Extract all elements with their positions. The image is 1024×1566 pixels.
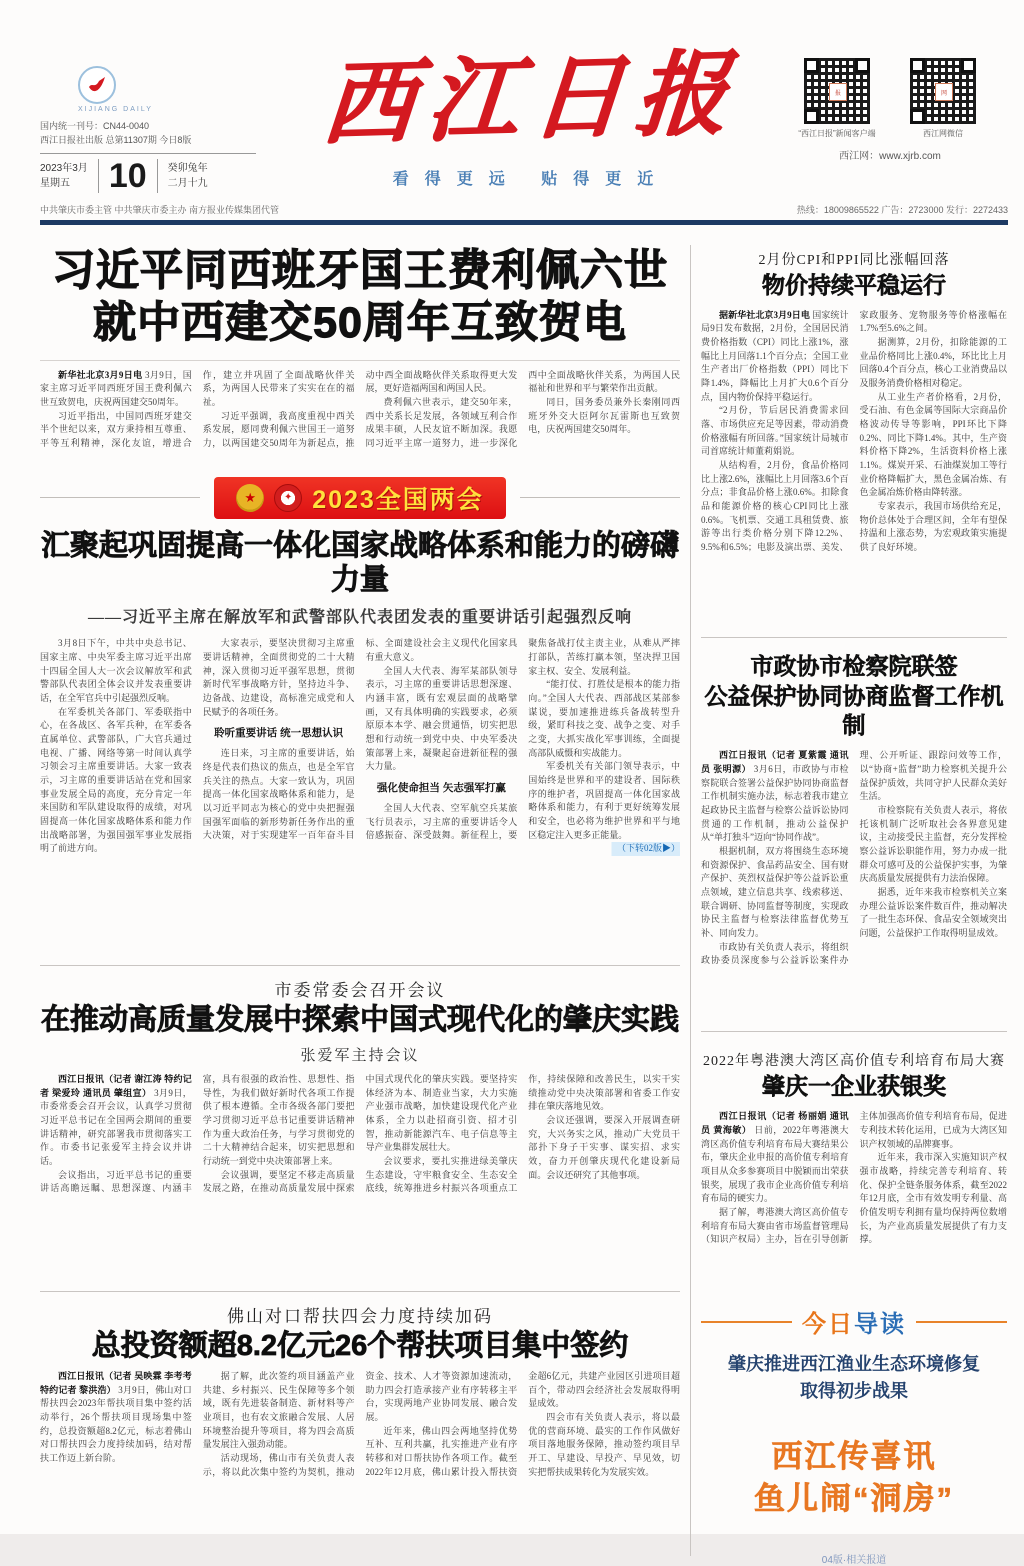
body-paragraph: 从结构看，2月份，食品价格同比上涨2.6%，涨幅比上月回落3.6个百分点；非食品价格上涨0.6%。扣除食品和能源价格的核心CPI同比上涨0.6%。飞机票、交通工具租赁费、旅游等出行类价格分别下降12.2%、9.5%和6.5%；电影及演出票、美发、家政服务、宠物服务等价格涨幅在1.7%至5.6%之间。 <box>701 309 1007 553</box>
date-block <box>40 153 256 193</box>
body-paragraph: 活动现场，佛山市有关负责人表示，将以此次集中签约为契机，推动资金、技术、人才等资源加速流动，助力四会打造承接产业有序转移主平台，实现两地产业协同发展、融合发展。 <box>202 1370 518 1477</box>
date-year-month: 2023年3月 <box>40 162 88 174</box>
body-paragraph: 近年来，佛山四会两地坚持优势互补、互利共赢，扎实推进产业有序转移和对口帮扶协作各项工作。截至2022年12月底，佛山累计投入帮扶资金超6亿元，共建产业园区引进项目超百个，带动四会经济社会发展取得明显成效。 <box>365 1370 680 1477</box>
body-paragraph: 全国人大代表、空军航空兵某旅飞行员表示，习主席的重要讲话令人倍感振奋、深受鼓舞。新征程上，要聚焦备战打仗主责主业，从难从严摔打部队，苦练打赢本领，坚决捍卫国家主权、安全、发展利益。 <box>365 638 680 841</box>
article-shiwei <box>40 976 680 1281</box>
continue-on-page-link[interactable]: （下转02版▶） <box>528 842 680 856</box>
article-top-story <box>40 245 680 465</box>
body-paragraph: 同日，国务委员兼外长秦刚同西班牙外交大臣阿尔瓦雷斯也互致贺电，庆祝两国建交50周年。 <box>528 397 680 435</box>
body-paragraph: 会议指出，习近平总书记的重要讲话高瞻远瞩、思想深邃、内涵丰富，具有很强的政治性、思想性、指导性，为我们做好新时代各项工作提供了根本遵循。全市各级各部门要把学习贯彻习近平总书记重要讲话精神作为重大政治任务，与学习贯彻党的二十大精神结合起来，切实把思想和行动统一到党中央决策部署上来。 <box>40 1074 355 1194</box>
foshan-headline: 总投资额超8.2亿元26个帮扶项目集中签约 <box>91 1330 629 1363</box>
lianghui-banner <box>214 477 506 519</box>
lunar-date: 二月十九 <box>167 177 208 189</box>
body-paragraph: 从工业生产者价格看，2月份，受石油、有色金属等国际大宗商品价格波动传导等影响，PPI环比下降0.2%、同比下降1.4%。其中，生产资料价格下降2%，生活资料价格上涨1.1%。煤炭开采、石油煤炭加工等行业价格降幅扩大，黑色金属冶炼、有色金属冶炼价格由降转涨。 <box>859 391 1007 498</box>
body-paragraph: 3月8日下午，中共中央总书记、国家主席、中央军委主席习近平出席十四届全国人大一次会议解放军和武警部队代表团全体会议并发表重要讲话，在全军官兵中引起强烈反响。 <box>40 638 192 703</box>
masthead <box>40 0 1008 225</box>
publication-info-block <box>40 52 290 193</box>
brand-english-name: XIJIANG DAILY <box>78 106 153 113</box>
article-cpi <box>701 241 1007 627</box>
organizer-line: 中共肇庆市委主管 中共肇庆市委主办 南方报业传媒集团代管 <box>40 204 280 215</box>
contact-line: 热线：18009865522 广告：2723000 发行：2272433 <box>796 204 1008 215</box>
section-divider <box>40 1291 680 1292</box>
section-divider <box>701 1031 1007 1032</box>
column-subhead: 强化使命担当 矢志强军打赢 <box>376 782 506 794</box>
shiwei-headline: 在推动高质量发展中探索中国式现代化的肇庆实践 <box>40 1004 679 1037</box>
body-paragraph: 市政协有关负责人表示，将组织政协委员深度参与公益诉讼案件办理、公开听证、跟踪问效等工作，以“协商+监督”助力检察机关提升公益保护质效，共同守护人民群众美好生活。 <box>701 750 1007 966</box>
lunar-year: 癸卯兔年 <box>167 162 208 174</box>
today-guide-page-note: 04版·相关报道 <box>821 1554 887 1566</box>
masthead-contact-block <box>772 52 1008 162</box>
national-emblem-icon: ★ <box>236 484 264 512</box>
issue-number-line: 国内统一刊号：CN44-0040 <box>40 121 150 131</box>
qr-code-wechat: 网 <box>910 58 976 124</box>
body-paragraph: 全国人大代表、海军某部队领导表示，习主席的重要讲话思想深邃、内涵丰富，既有宏观层面的战略擘画，又有具体明确的实践要求，必须原原本本学、融会贯通悟，切实把思想和行动统一到党中央、中央军委决策部署上来，凝聚起奋进新征程的强大力量。 <box>365 665 518 772</box>
top-story-body <box>40 369 680 465</box>
today-guide-header <box>701 1304 1007 1339</box>
cppcc-emblem-icon: ✦ <box>274 484 302 512</box>
top-story-headline: 习近平同西班牙国王费利佩六世 就中西建交50周年互致贺电 <box>52 246 668 348</box>
zhengxie-body <box>701 749 1007 1015</box>
article-lianghui <box>40 529 680 956</box>
body-paragraph: 近年来，我市深入实施知识产权强市战略，持续完善专利培育、转化、保护全链条服务体系，截至2022年12月底，全市有效发明专利量、高价值发明专利拥有量均保持两位数增长，为产业高质量发展提供了有力支撑。 <box>859 1152 1007 1245</box>
body-paragraph: 据测算，2月份，扣除能源的工业品价格同比上涨0.4%，环比比上月回落0.4个百分点，核心工业消费品以及服务消费价格相对稳定。 <box>859 337 1007 389</box>
body-paragraph: 新华社北京3月9日电 3月9日，国家主席习近平同西班牙国王费利佩六世互致贺电，庆祝两国建交50周年。 <box>40 369 192 408</box>
body-paragraph: 根据机制，双方将围绕生态环境和资源保护、食品药品安全、国有财产保护、英烈权益保护等公益诉讼重点领域，建立信息共享、线索移送、联合调研、协同监督等制度，实现政协民主监督与检察法律监督优势互补、同向发力。 <box>701 846 849 939</box>
masthead-rule <box>40 220 1008 225</box>
body-paragraph: 习近平指出，中国同西班牙建交半个世纪以来，双方秉持相互尊重、平等互利精神，深化友谊，增进合作，建立并巩固了全面战略伙伴关系，为两国人民带来了实实在在的福祉。 <box>40 369 355 449</box>
today-guide-box <box>701 1302 1007 1566</box>
article-award <box>701 1042 1007 1292</box>
shiwei-byline: 张爱军主持会议 <box>300 1048 420 1065</box>
foshan-kicker: 佛山对口帮扶四会力度持续加码 <box>227 1307 493 1327</box>
body-paragraph: 西江日报讯（记者 谢江涛 特约记者 梁爱玲 通讯员 肇组宣） 3月9日，市委常委会召开会议，认真学习贯彻习近平总书记在全国两会期间的重要讲话精神，研究部署我市贯彻落实工作。市委书记张爱军主持会议并讲话。 <box>40 1074 192 1167</box>
body-paragraph: 据悉，近年来我市检察机关立案办理公益诉讼案件数百件，推动解决了一批生态环保、食品安全领域突出问题，公益保护工作取得明显成效。 <box>859 887 1007 939</box>
award-headline: 肇庆一企业获银奖 <box>762 1073 946 1100</box>
date-weekday: 星期五 <box>40 177 70 189</box>
today-guide-title: 今日导读 <box>802 1311 906 1339</box>
today-guide-headline[interactable]: 西江传喜讯 鱼儿闹“洞房” <box>754 1439 954 1517</box>
body-paragraph: 在军委机关各部门、军委联指中心，在各战区、各军兵种，在军委各直属单位、武警部队，广大官兵通过电视、广播、网络等第一时间认真学习领会习主席重要讲话。大家一致表示，习主席的重要讲话站在党和国家事业发展全局的高度，充分肯定一年来国防和军队建设取得的成绩，对巩固提高一体化国家战略体系和能力作出战略部署，为强国强军事业发展指明了前进方向。 <box>40 706 192 854</box>
body-paragraph: 据了解，粤港澳大湾区高价值专利培育布局大赛由省市场监督管理局（知识产权局）主办，旨在引导创新主体加强高价值专利培育布局，促进专利技术转化运用，已成为大湾区知识产权领域的品牌赛事。 <box>701 1111 1007 1245</box>
body-paragraph: “能打仗、打胜仗是根本的能力指向。”全国人大代表、西部战区某部参谋说，要加速推进练兵备战转型升级，紧盯科技之变、战争之变、对手之变，大抓实战化军事训练，全面提高部队威慑和实战能力。 <box>528 679 680 758</box>
side-column <box>701 241 1007 1566</box>
body-paragraph: 据了解，此次签约项目涵盖产业共建、乡村振兴、民生保障等多个领域，既有先进装备制造、新材料等产业项目，也有农文旅融合发展、人居环境整治提升等项目，将为四会高质量发展注入强劲动能。 <box>202 1370 355 1450</box>
main-column <box>40 241 680 1566</box>
qr-label-wechat: 西江网微信 <box>923 129 963 138</box>
cpi-kicker: 2月份CPI和PPI同比涨幅回落 <box>758 252 950 268</box>
column-subhead: 聆听重要讲话 统一思想认识 <box>214 727 344 740</box>
body-paragraph: “2月份，节后居民消费需求回落、市场供应充足等因素，带动消费价格涨幅有所回落。”国家统计局城市司首席统计师董莉娟说。 <box>701 405 849 457</box>
xijiang-daily-logo-icon <box>78 66 116 104</box>
body-paragraph: 西江日报讯（记者 吴映霖 李考考 特约记者 黎洪浩） 3月9日，佛山对口帮扶四会2023年帮扶项目集中签约活动举行，26个帮扶项目现场集中签约，总投资额超8.2亿元，标志着佛山对口帮扶四会力度持续加码，结对帮扶工作迈上新台阶。 <box>40 1370 192 1463</box>
banner-label: 2023全国两会 <box>312 485 484 514</box>
article-foshan <box>40 1302 680 1556</box>
date-day: 10 <box>98 159 158 193</box>
qr-code-news-app: 报 <box>804 58 870 124</box>
lianghui-body <box>40 637 680 955</box>
cpi-headline: 物价持续平稳运行 <box>762 271 946 298</box>
shiwei-body <box>40 1073 680 1281</box>
zhengxie-headline: 市政协市检察院联签 公益保护协同协商监督工作机制 <box>704 652 1004 739</box>
body-paragraph: 连日来，习主席的重要讲话，始终是代表们热议的焦点，也是全军官兵关注的热点。大家一致认为，巩固提高一体化国家战略体系和能力，是以习近平同志为核心的党中央把握强国强军面临的新形势新任务作出的重大决策，对于实现建军一百年奋斗目标、全面建设社会主义现代化国家具有重大意义。 <box>202 638 518 841</box>
publisher-line: 西江日报社出版 总第11307期 今日8版 <box>40 135 192 146</box>
body-paragraph: 四会市有关负责人表示，将以最优的营商环境、最实的工作作风做好项目落地服务保障，推动签约项目早开工、早建设、早投产、早见效，切实把帮扶成果转化为发展实效。 <box>528 1411 680 1477</box>
newspaper-slogan: 看得更远 贴得更近 <box>392 171 670 188</box>
body-paragraph: 市检察院有关负责人表示，将依托该机制广泛听取社会各界意见建议，主动接受民主监督，充分发挥检察公益诉讼职能作用，努力办成一批群众可感可及的公益保护实事，为肇庆高质量发展提供有力法治保障。 <box>859 805 1007 884</box>
body-paragraph: 会议还强调，要深入开展调查研究，大兴务实之风，推动广大党员干部扑下身子干实事、谋实招、求实效，奋力开创肇庆现代化建设新局面。会议还研究了其他事项。 <box>528 1115 680 1180</box>
lianghui-banner-row <box>40 477 680 519</box>
body-paragraph: 费利佩六世表示，建交50年来，西中关系长足发展，各领域互利合作成果丰硕，人民友谊不断加深。我愿同习近平主席一道努力，进一步深化西中全面战略伙伴关系，为两国人民福祉和世界和平与繁荣作出贡献。 <box>365 369 680 449</box>
body-paragraph: 会议强调，要坚定不移走高质量发展之路，在推动高质量发展中探索中国式现代化的肇庆实践。要坚持实体经济为本、制造业当家，大力实施产业强市战略，加快建设现代化产业体系，全力以赴招商引资、招才引智，推动新能源汽车、电子信息等主导产业集群发展壮大。 <box>202 1074 518 1194</box>
shiwei-kicker: 市委常委会召开会议 <box>274 981 446 1001</box>
cpi-body <box>701 309 1007 621</box>
award-kicker: 2022年粤港澳大湾区高价值专利培育布局大赛 <box>703 1054 1005 1070</box>
foshan-body <box>40 1370 680 1556</box>
body-paragraph: 习近平强调，我高度重视中西关系发展，愿同费利佩六世国王一道努力，以两国建交50周年为新起点，推动中西全面战略伙伴关系取得更大发展，更好造福两国和两国人民。 <box>202 369 518 449</box>
newspaper-title: 西江日报 <box>318 38 744 158</box>
section-divider <box>40 965 680 966</box>
lianghui-headline: 汇聚起巩固提高一体化国家战略体系和能力的磅礴力量 <box>40 529 679 597</box>
body-paragraph: 军委机关有关部门领导表示，中国始终是世界和平的建设者、国际秩序的维护者，巩固提高一体化国家战略体系和能力，有利于更好统筹发展和安全，也必将为维护世界和平与地区稳定注入更多正能量。 <box>528 761 680 840</box>
body-paragraph: 西江日报讯（记者 杨丽娟 通讯员 黄海敏） 日前，2022年粤港澳大湾区高价值专利培育布局大赛结果公布，肇庆企业申报的高价值专利培育项目从众多参赛项目中脱颖而出荣获银奖，展现了我市企业高价值专利培育布局的硬实力。 <box>701 1111 849 1204</box>
qr-label-news-app: “西江日报”新闻客户端 <box>798 129 876 138</box>
website-line: 西江网：www.xjrb.com <box>839 151 941 162</box>
body-paragraph: 专家表示，我国市场供给充足，物价总体处于合理区间，全年有望保持温和上涨态势，为宏观政策实施提供了良好环境。 <box>859 501 1007 553</box>
body-paragraph: 会议要求，要扎实推进绿美肇庆生态建设，守牢粮食安全、生态安全底线，统筹推进乡村振兴各项重点工作，持续保障和改善民生，以实干实绩推动党中央决策部署和省委工作安排在肇庆落地见效。 <box>365 1074 680 1194</box>
article-zhengxie <box>701 648 1007 1022</box>
award-body <box>701 1110 1007 1286</box>
lianghui-subtitle: ——习近平主席在解放军和武警部队代表团发表的重要讲话引起强烈反响 <box>87 609 632 627</box>
today-guide-lead: 肇庆推进西江渔业生态环境修复 取得初步战果 <box>728 1354 980 1402</box>
divider <box>40 360 680 361</box>
body-paragraph: 西江日报讯（记者 夏紫霞 通讯员 张明源） 3月6日，市政协与市检察院联合签署公益保护协同协商监督工作机制实施办法，标志着我市建立起政协民主监督与检察公益诉讼协同贯通的工作机制，推动公益保护从“单打独斗”迈向“协同作战”。 <box>701 750 849 843</box>
section-divider <box>701 637 1007 638</box>
body-paragraph: 大家表示，要坚决贯彻习主席重要讲话精神，全面贯彻党的二十大精神，深入贯彻习近平强军思想，贯彻新时代军事战略方针，坚持边斗争、边备战、边建设，高标准完成党和人民赋予的各项任务。 <box>202 638 355 717</box>
body-paragraph: 据新华社北京3月9日电 国家统计局9日发布数据，2月份，全国居民消费价格指数（CPI）同比上涨1%，涨幅比上月回落1.1个百分点；全国工业生产者出厂价格指数（PPI）同比下降1.4%，降幅比上月扩大0.6个百分点，国内物价保持平稳运行。 <box>701 309 849 402</box>
